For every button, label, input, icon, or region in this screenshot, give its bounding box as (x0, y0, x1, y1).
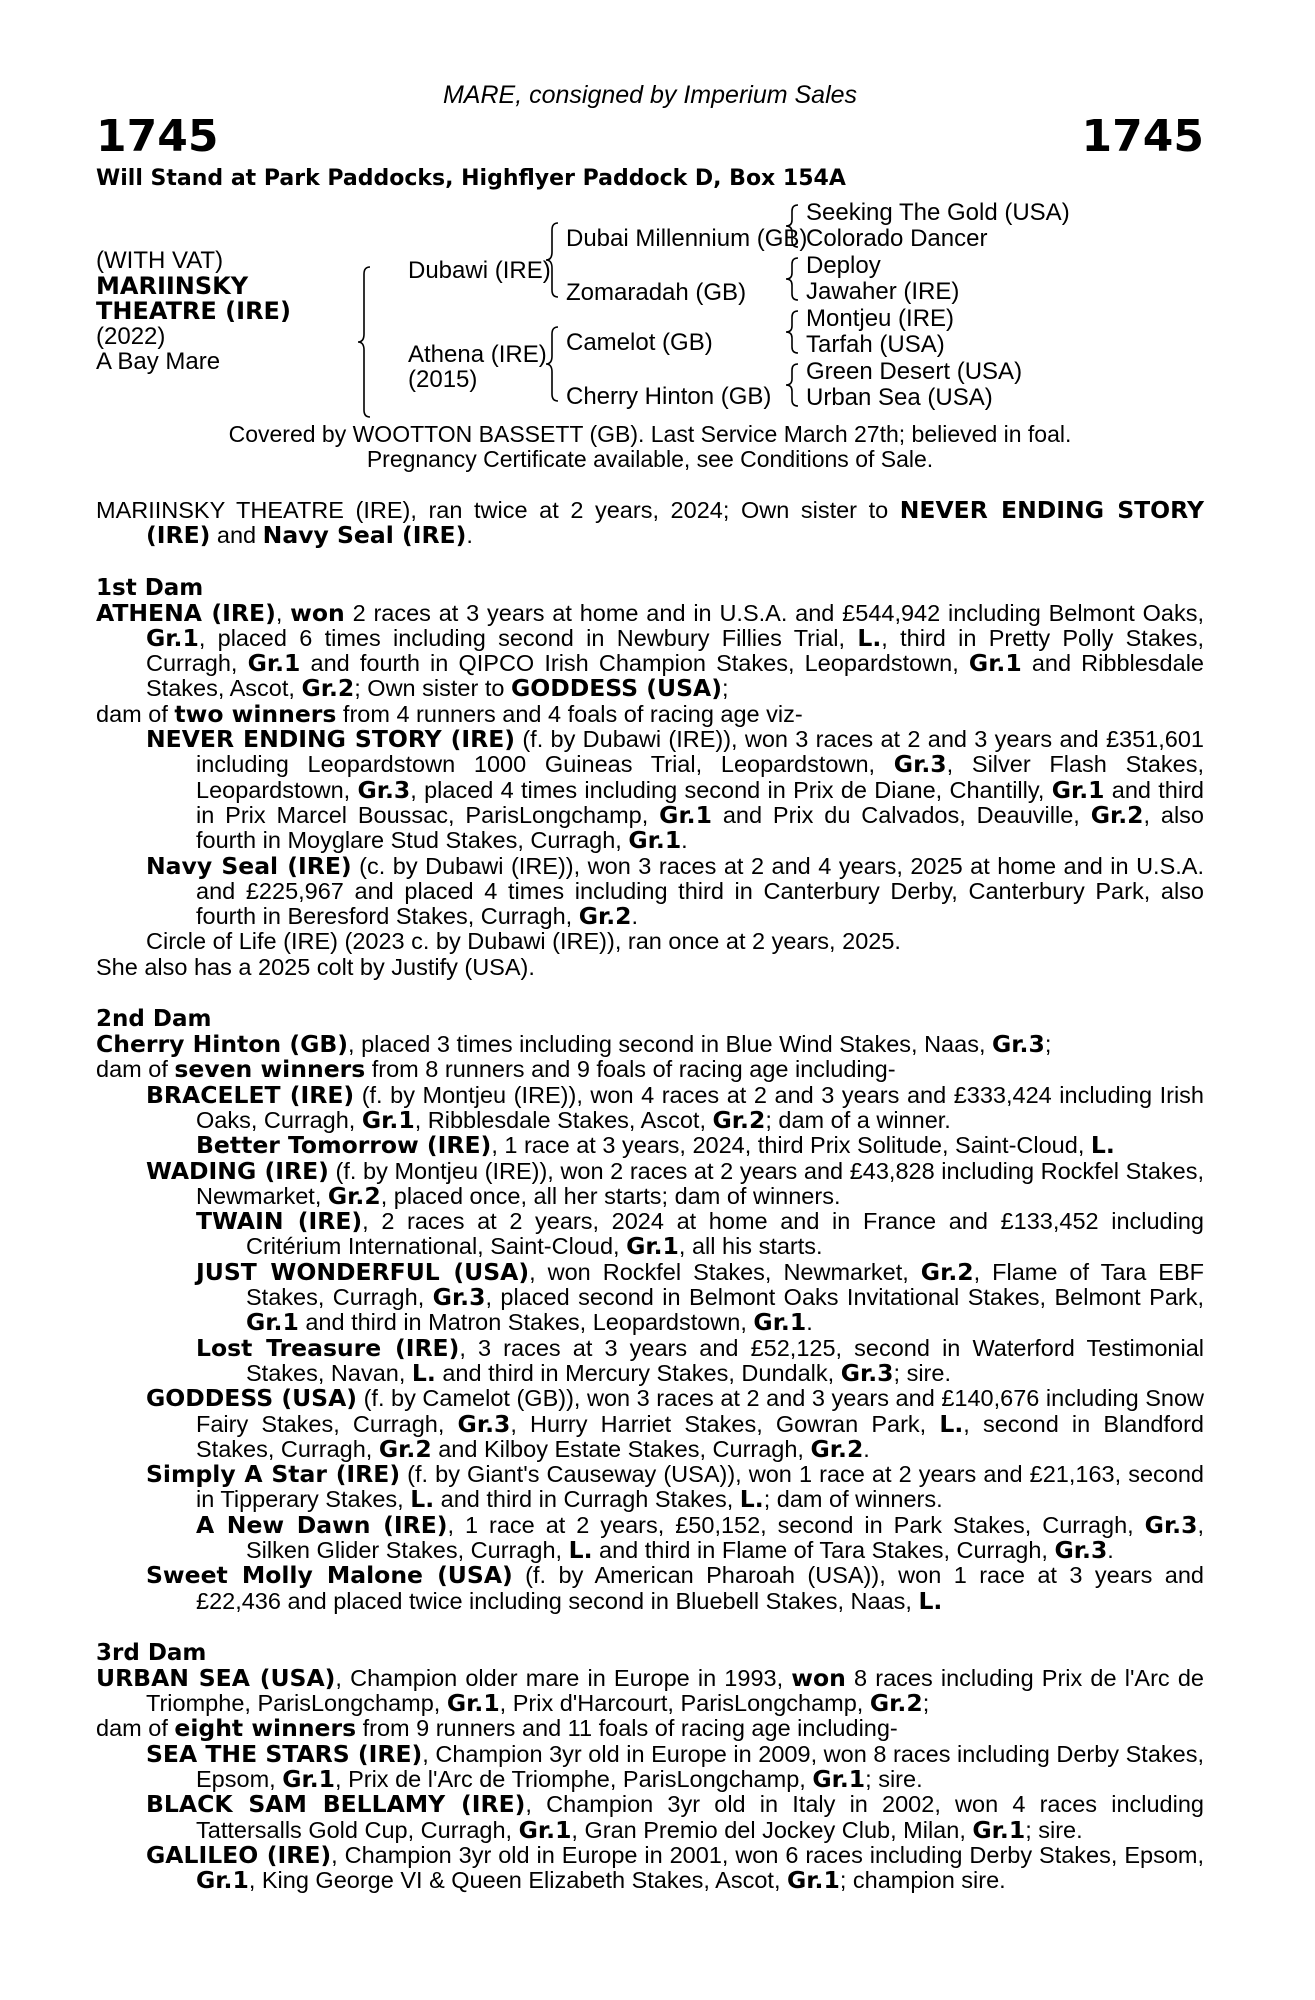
first-dam-also: She also has a 2025 colt by Justify (USA). (96, 953, 535, 980)
progeny-twain: TWAIN (IRE), 2 races at 2 years, 2024 at home and in France and £133,452 including Critérium International, Saint-Cloud, Gr.1, all his starts. (196, 1207, 1204, 1261)
horse-name-line2: THEATRE (IRE) (96, 297, 291, 325)
pedigree-bracket-3b (784, 257, 800, 301)
catalogue-page (96, 80, 1204, 1894)
second-dam-entry: Cherry Hinton (GB), placed 3 times including second in Blue Wind Stakes, Naas, Gr.3; (96, 1030, 1052, 1059)
pedigree-dam-sire: Camelot (GB) (566, 329, 713, 356)
pedigree-bracket-1 (356, 266, 372, 418)
pedigree-sire-sire: Dubai Millennium (GB) (566, 225, 808, 252)
progeny-lost-treasure: Lost Treasure (IRE), 3 races at 3 years and £52,125, second in Waterford Testimonial Stakes, Navan, L. and third in Mercury Stakes, Dundalk, Gr.3; sire. (196, 1333, 1205, 1387)
horse-name-line1: MARIINSKY (96, 272, 249, 300)
pedigree-dam-name: Athena (IRE) (408, 341, 547, 368)
horse-description: A Bay Mare (96, 348, 221, 375)
progeny-never-ending-story: NEVER ENDING STORY (IRE) (f. by Dubawi (IRE)), won 3 races at 2 and 3 years and £351,601 including Leopardstown 1000 Guineas Trial, Leopardstown, Gr.3, Silver Flash Stakes, Leopardstown, Gr.3, placed 4 times including second in Prix de Diane, Chantilly, Gr.1 and third in Prix Marcel Boussac, ParisLongchamp, Gr.1 and Prix du Calvados, Deauville, Gr.2, also fourth in Moyglare Stud Stakes, Curragh, Gr.1. (146, 725, 1205, 855)
pedigree-gen3-1: Seeking The Gold (USA) (806, 199, 1070, 226)
progeny-circle-of-life: Circle of Life (IRE) (2023 c. by Dubawi (IRE)), ran once at 2 years, 2025. (146, 928, 901, 955)
progeny-black-sam-bellamy: BLACK SAM BELLAMY (IRE), Champion 3yr old in Italy in 2002, won 4 races including Tattersalls Gold Cup, Curragh, Gr.1, Gran Premio del Jockey Club, Milan, Gr.1; sire. (146, 1790, 1204, 1844)
pedigree-bracket-3c (784, 310, 800, 354)
first-dam-dam-of: dam of two winners from 4 runners and 4 foals of racing age viz- (96, 699, 803, 728)
second-dam-dam-of: dam of seven winners from 8 runners and 9 foals of racing age including- (96, 1055, 896, 1084)
progeny-sweet-molly-malone: Sweet Molly Malone (USA) (f. by American Pharoah (USA)), won 1 race at 3 years and £22,436 and placed twice including second in Bluebell Stakes, Naas, L. (146, 1561, 1204, 1615)
progeny-goddess: GODDESS (USA) (f. by Camelot (GB)), won 3 races at 2 and 3 years and £140,676 including Snow Fairy Stakes, Curragh, Gr.3, Hurry Harriet Stakes, Gowran Park, L., second in Blandford Stakes, Curragh, Gr.2 and Kilboy Estate Stakes, Curragh, Gr.2. (146, 1384, 1205, 1463)
vat-label: (WITH VAT) (96, 247, 224, 274)
pedigree-bracket-3d (784, 363, 800, 407)
pedigree-bracket-3a (784, 204, 800, 248)
intro-paragraph: MARIINSKY THEATRE (IRE), ran twice at 2 years, 2024; Own sister to NEVER ENDING STORY (IRE) and Navy Seal (IRE). (96, 496, 1204, 550)
progeny-bracelet: BRACELET (IRE) (f. by Montjeu (IRE)), won 4 races at 2 and 3 years and £333,424 including Irish Oaks, Curragh, Gr.1, Ribblesdale Stakes, Ascot, Gr.2; dam of a winner. (146, 1080, 1205, 1134)
pedigree-sire-dam: Zomaradah (GB) (566, 279, 747, 306)
pedigree-dam-year: (2015) (408, 366, 478, 393)
progeny-galileo: GALILEO (IRE), Champion 3yr old in Europe in 2001, won 6 races including Derby Stakes, Epsom, Gr.1, King George VI & Queen Elizabeth Stakes, Ascot, Gr.1; champion sire. (146, 1840, 1204, 1895)
progeny-navy-seal: Navy Seal (IRE) (c. by Dubawi (IRE)), won 3 races at 2 and 4 years, 2025 at home and in U.S.A. and £225,967 and placed 4 times including third in Canterbury Derby, Canterbury Park, also fourth in Beresford Stakes, Curragh, Gr.2. (146, 851, 1204, 931)
pedigree-gen3-4: Jawaher (IRE) (806, 278, 960, 305)
third-dam-dam-of: dam of eight winners from 9 runners and 11 foals of racing age including- (96, 1714, 898, 1743)
stand-location: Will Stand at Park Paddocks, Highflyer Paddock D, Box 154A (96, 166, 846, 191)
covering-info (96, 422, 1204, 472)
pedigree-sire: Dubawi (IRE) (408, 257, 551, 284)
covering-line2: Pregnancy Certificate available, see Conditions of Sale. (366, 446, 934, 472)
catalogue-text (96, 498, 1204, 1894)
covering-line1: Covered by WOOTTON BASSETT (GB). Last Service March 27th; believed in foal. (228, 421, 1072, 447)
first-dam-entry: ATHENA (IRE), won 2 races at 3 years at home and in U.S.A. and £544,942 including Belmont Oaks, Gr.1, placed 6 times including second in Newbury Fillies Trial, L., third in Pretty Polly Stakes, Curragh, Gr.1 and fourth in QIPCO Irish Champion Stakes, Leopardstown, Gr.1 and Ribblesdale Stakes, Ascot, Gr.2; Own sister to GODDESS (USA); (96, 598, 1204, 703)
pedigree-table (96, 194, 1204, 420)
pedigree-bracket-2b (544, 326, 560, 402)
pedigree-gen3-3: Deploy (806, 252, 881, 279)
pedigree-gen3-2: Colorado Dancer (806, 225, 988, 252)
pedigree-gen3-6: Tarfah (USA) (806, 331, 945, 358)
pedigree-gen3-7: Green Desert (USA) (806, 358, 1023, 385)
progeny-just-wonderful: JUST WONDERFUL (USA), won Rockfel Stakes, Newmarket, Gr.2, Flame of Tara EBF Stakes, Curragh, Gr.3, placed second in Belmont Oaks Invitational Stakes, Belmont Park, Gr.1 and third in Matron Stakes, Leopardstown, Gr.1. (196, 1257, 1204, 1337)
first-dam-heading: 1st Dam (96, 574, 204, 601)
third-dam-heading: 3rd Dam (96, 1639, 207, 1666)
pedigree-gen3-5: Montjeu (IRE) (806, 305, 955, 332)
lot-number-right: 1745 (1081, 111, 1204, 162)
progeny-better-tomorrow: Better Tomorrow (IRE), 1 race at 3 years, 2024, third Prix Solitude, Saint-Cloud, L. (196, 1131, 1115, 1160)
lot-number-row (96, 112, 1204, 162)
pedigree-gen3-8: Urban Sea (USA) (806, 384, 993, 411)
second-dam-heading: 2nd Dam (96, 1006, 212, 1033)
pedigree-dam-dam: Cherry Hinton (GB) (566, 383, 772, 410)
progeny-wading: WADING (IRE) (f. by Montjeu (IRE)), won 2 races at 2 years and £43,828 including Rockfel Stakes, Newmarket, Gr.2, placed once, all her starts; dam of winners. (146, 1156, 1204, 1210)
consignor-line: MARE, consigned by Imperium Sales (442, 81, 858, 109)
pedigree-bracket-2a (544, 222, 560, 298)
progeny-simply-a-star: Simply A Star (IRE) (f. by Giant's Causeway (USA)), won 1 race at 2 years and £21,163, second in Tipperary Stakes, L. and third in Curragh Stakes, L.; dam of winners. (146, 1460, 1204, 1514)
third-dam-entry: URBAN SEA (USA), Champion older mare in Europe in 1993, won 8 races including Prix de l'Arc de Triomphe, ParisLongchamp, Gr.1, Prix d'Harcourt, ParisLongchamp, Gr.2; (96, 1663, 1204, 1718)
lot-number-left: 1745 (96, 111, 219, 162)
horse-year: (2022) (96, 323, 166, 350)
progeny-sea-the-stars: SEA THE STARS (IRE), Champion 3yr old in Europe in 2009, won 8 races including Derby Stakes, Epsom, Gr.1, Prix de l'Arc de Triomphe, ParisLongchamp, Gr.1; sire. (146, 1739, 1204, 1794)
progeny-a-new-dawn: A New Dawn (IRE), 1 race at 2 years, £50,152, second in Park Stakes, Curragh, Gr.3, Silken Glider Stakes, Curragh, L. and third in Flame of Tara Stakes, Curragh, Gr.3. (196, 1510, 1204, 1564)
